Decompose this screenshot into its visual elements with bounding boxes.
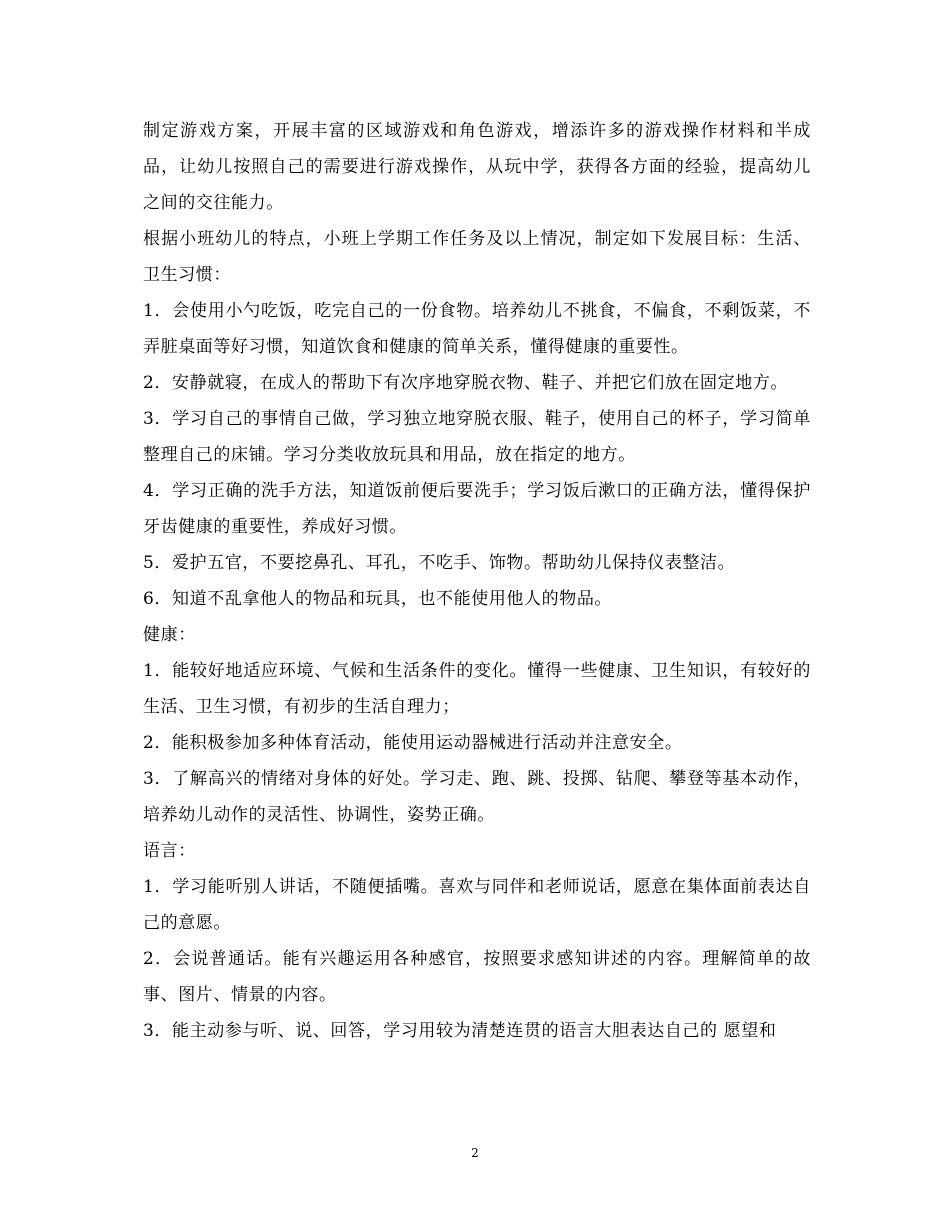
- paragraph-habit-1: 1．会使用小勺吃饭，吃完自己的一份食物。培养幼儿不挑食，不偏食，不剩饭菜，不弄脏桌面等好习惯，知道饮食和健康的简单关系，懂得健康的重要性。: [143, 301, 811, 357]
- paragraph-language-1: 1．学习能听别人讲话，不随便插嘴。喜欢与同伴和老师说话，愿意在集体面前表达自己的意愿。: [143, 877, 811, 933]
- paragraph-language-3: 3．能主动参与听、说、回答，学习用较为清楚连贯的语言大胆表达自己的 愿望和: [143, 1021, 777, 1041]
- paragraph-health-2: 2．能积极参加多种体育活动，能使用运动器械进行活动并注意安全。: [143, 733, 683, 753]
- paragraph-health-1: 1．能较好地适应环境、气候和生活条件的变化。懂得一些健康、卫生知识，有较好的生活、卫生习惯，有初步的生活自理力；: [143, 661, 811, 717]
- paragraph-habit-3: 3．学习自己的事情自己做，学习独立地穿脱衣服、鞋子，使用自己的杯子，学习简单整理自己的床铺。学习分类收放玩具和用品，放在指定的地方。: [143, 409, 811, 465]
- paragraph-language-2: 2．会说普通话。能有兴趣运用各种感官，按照要求感知讲述的内容。理解简单的故事、图片、情景的内容。: [143, 949, 811, 1005]
- paragraph-habit-5: 5．爱护五官，不要挖鼻孔、耳孔，不吃手、饰物。帮助幼儿保持仪表整洁。: [143, 553, 736, 573]
- paragraph-habit-2: 2．安静就寝，在成人的帮助下有次序地穿脱衣物、鞋子、并把它们放在固定地方。: [143, 373, 789, 393]
- page-number: 2: [471, 1146, 479, 1160]
- paragraph-game-plan: 制定游戏方案，开展丰富的区域游戏和角色游戏，增添许多的游戏操作材料和半成品，让幼儿按照自己的需要进行游戏操作，从玩中学，获得各方面的经验，提高幼儿之间的交往能力。: [143, 121, 811, 213]
- section-heading-language: 语言：: [143, 841, 196, 861]
- paragraph-habit-4: 4．学习正确的洗手方法，知道饭前便后要洗手；学习饭后漱口的正确方法，懂得保护牙齿健康的重要性，养成好习惯。: [143, 481, 811, 537]
- section-heading-health: 健康：: [143, 625, 196, 645]
- document-body: [143, 113, 811, 1049]
- paragraph-habit-6: 6．知道不乱拿他人的物品和玩具，也不能使用他人的物品。: [143, 589, 613, 609]
- paragraph-development-goals: 根据小班幼儿的特点，小班上学期工作任务及以上情况，制定如下发展目标：生活、卫生习惯：: [143, 229, 811, 285]
- paragraph-health-3: 3．了解高兴的情绪对身体的好处。学习走、跑、跳、投掷、钻爬、攀登等基本动作，培养幼儿动作的灵活性、协调性，姿势正确。: [143, 769, 811, 825]
